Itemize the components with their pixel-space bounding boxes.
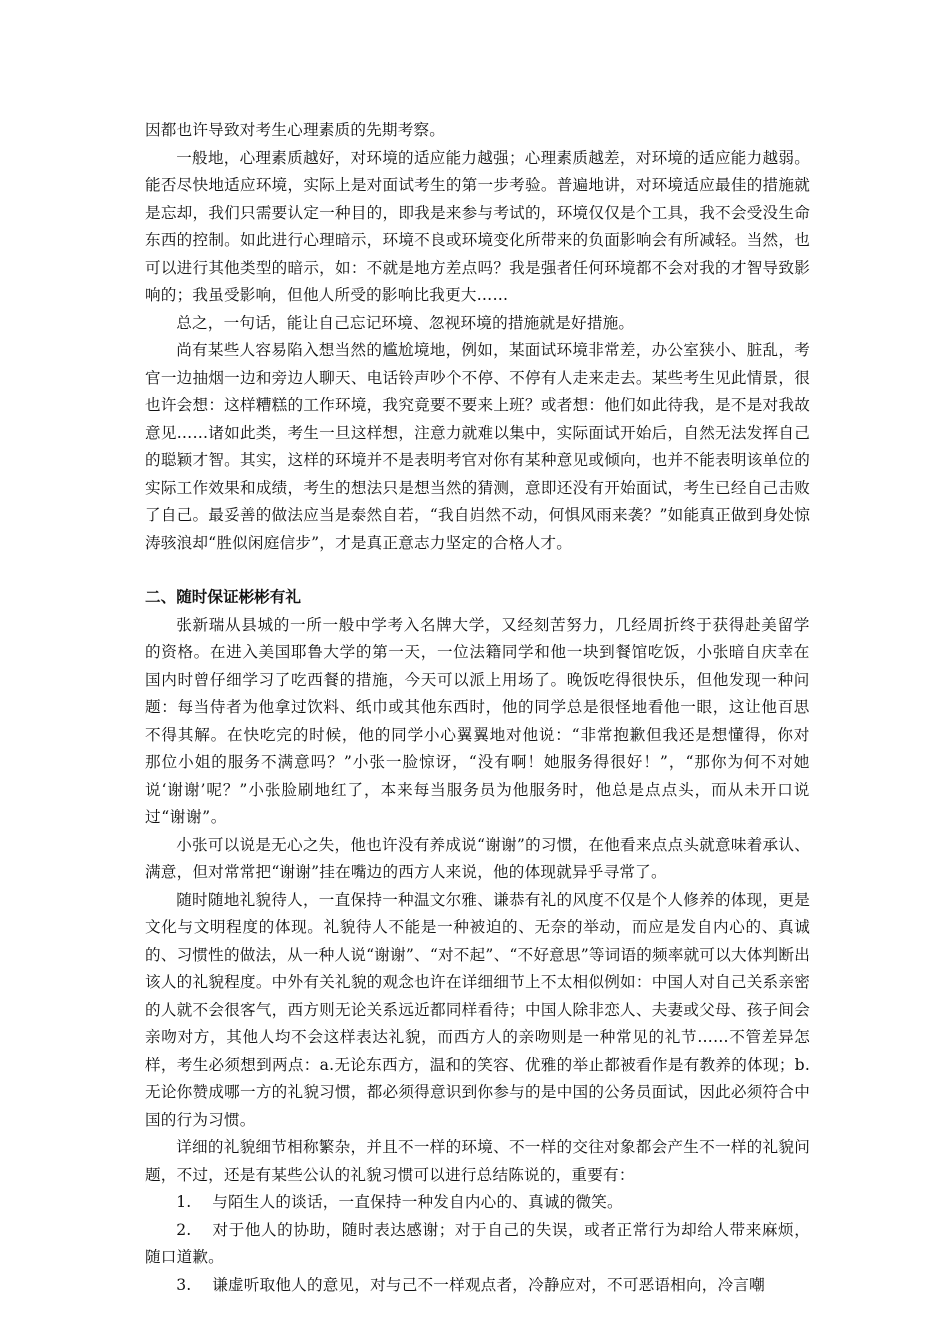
- list-item: [145, 1272, 810, 1300]
- list-item-number: 1.: [176, 1193, 192, 1211]
- list-item-number: 2.: [176, 1220, 192, 1239]
- list-item: [145, 1217, 810, 1272]
- paragraph-courtesy: 随时随地礼貌待人，一直保持一种温文尔雅、谦恭有礼的风度不仅是个人修养的体现，更是文化与文明程度的体现。礼貌待人不能是一种被迫的、无奈的举动，而应是发自内心的、真诚的、习惯性的做法，从一种人说“谢谢”、“对不起”、“不好意思”等词语的频率就可以大体判断出该人的礼貌程度。中外有关礼貌的观念也许在详细细节上不太相似例如：中国人对自己关系亲密的人就不会很客气，西方则无论关系远近都同样看待；中国人除非恋人、夫妻或父母、孩子间会亲吻对方，其他人均不会这样表达礼貌，而西方人的亲吻则是一种常见的礼节……不管差异怎样，考生必须想到两点：a.无论东西方，温和的笑容、优雅的举止都被看作是有教养的体现；b.无论你赞成哪一方的礼貌习惯，都必须得意识到你参与的是中国的公务员面试，因此必须符合中国的行为习惯。: [145, 890, 810, 1129]
- list-item: [145, 1189, 810, 1217]
- paragraph-story: 张新瑞从县城的一所一般中学考入名牌大学，又经刻苦努力，几经周折终于获得赴美留学的资格。在进入美国耶鲁大学的第一天，一位法籍同学和他一块到餐馆吃饭，小张暗自庆幸在国内时曾仔细学习了吃西餐的措施，今天可以派上用场了。晚饭吃得很快乐，但他发现一种问题：每当侍者为他拿过饮料、纸巾或其他东西时，他的同学总是很怪地看他一眼，这让他百思不得其解。在快吃完的时候，他的同学小心翼翼地对他说：“非常抱歉但我还是想懂得，你对那位小姐的服务不满意吗？”小张一脸惊讶，“没有啊！她服务得很好！”，“那你为何不对她说‘谢谢’呢？”小张脸刷地红了，本来每当服务员为他服务时，他总是点点头，而从未开口说过“谢谢”。: [145, 615, 810, 826]
- document-body: [145, 117, 810, 1299]
- section-heading: 二、随时保证彬彬有礼: [145, 588, 301, 606]
- list-item-text: 谦虚听取他人的意见，对与己不一样观点者，冷静应对，不可恶语相向，冷言嘲: [212, 1275, 765, 1294]
- list-item-text: 与陌生人的谈话，一直保持一种发自内心的、真诚的微笑。: [212, 1193, 623, 1211]
- list-item-text: 对于他人的协助，随时表达感谢；对于自己的失误，或者正常行为却给人带来麻烦，随口道歉。: [145, 1220, 810, 1266]
- paragraph-details-intro: 详细的礼貌细节相称繁杂，并且不一样的环境、不一样的交往对象都会产生不一样的礼貌问题，不过，还是有某些公认的礼貌习惯可以进行总结陈说的，重要有：: [145, 1138, 810, 1184]
- paragraph-assumptions: 尚有某些人容易陷入想当然的尴尬境地，例如，某面试环境非常差，办公室狭小、脏乱，考官一边抽烟一边和旁边人聊天、电话铃声吵个不停、不停有人走来走去。某些考生见此情景，很也许会想：这样糟糕的工作环境，我究竟要不要来上班？或者想：他们如此待我，是不是对我故意见……诸如此类，考生一旦这样想，注意力就难以集中，实际面试开始后，自然无法发挥自己的聪颖才智。其实，这样的环境并不是表明考官对你有某种意见或倾向，也并不能表明该单位的实际工作效果和成绩，考生的想法只是想当然的猜测，意即还没有开始面试，考生已经自己击败了自己。最妥善的做法应当是泰然自若，“我自岿然不动，何惧风雨来袭？”如能真正做到身处惊涛骇浪却“胜似闲庭信步”，才是真正意志力坚定的合格人才。: [145, 341, 810, 552]
- paragraph-summary: 总之，一句话，能让自己忘记环境、忽视环境的措施就是好措施。: [176, 313, 635, 332]
- paragraph-adaptation: 一般地，心理素质越好，对环境的适应能力越强；心理素质越差，对环境的适应能力越弱。能否尽快地适应环境，实际上是对面试考生的第一步考验。普遍地讲，对环境适应最佳的措施就是忘却，我们只需要认定一种目的，即我是来参与考试的，环境仅仅是个工具，我不会受没生命东西的控制。如此进行心理暗示，环境不良或环境变化所带来的负面影响会有所减轻。当然，也可以进行其他类型的暗示，如：不就是地方差点吗？我是强者任何环境都不会对我的才智导致影响的；我虽受影响，但他人所受的影响比我更大……: [145, 148, 810, 304]
- list-item-number: 3.: [176, 1275, 192, 1294]
- paragraph-analysis: 小张可以说是无心之失，他也许没有养成说“谢谢”的习惯，在他看来点点头就意味着承认、满意，但对常常把“谢谢”挂在嘴边的西方人来说，他的体现就异乎寻常了。: [145, 835, 810, 881]
- paragraph-continued: 因都也许导致对考生心理素质的先期考察。: [145, 121, 446, 139]
